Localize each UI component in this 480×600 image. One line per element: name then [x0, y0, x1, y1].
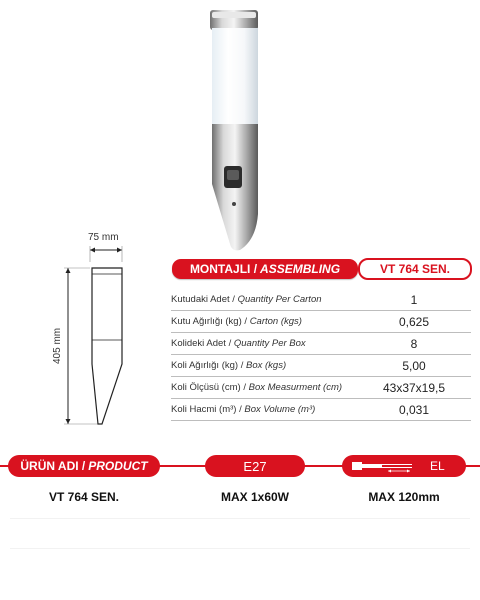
cable-header	[342, 455, 466, 477]
table-row	[171, 399, 471, 421]
spec-label: Koli Hacmi (m³) / Box Volume (m³)	[171, 404, 316, 415]
product-photo	[190, 4, 300, 254]
cable-icon	[352, 459, 416, 473]
max-cable-length: MAX 120mm	[368, 490, 440, 504]
faint-divider	[10, 518, 470, 519]
spec-value: 0,625	[398, 314, 430, 329]
spec-value: 43x37x19,5	[382, 380, 446, 395]
max-power: MAX 1x60W	[220, 490, 290, 504]
height-label: 405 mm	[52, 327, 63, 364]
table-row	[171, 289, 471, 311]
assembling-label-en: ASSEMBLING	[260, 262, 341, 276]
spec-value: 8	[410, 336, 418, 351]
assembling-header	[172, 259, 358, 279]
product-label-tr: ÜRÜN ADI /	[20, 459, 86, 473]
spec-label: Kutudaki Adet / Quantity Per Carton	[171, 294, 322, 305]
socket-header	[205, 455, 305, 477]
assembling-label-tr: MONTAJLI /	[189, 262, 258, 276]
spec-label: Kutu Ağırlığı (kg) / Carton (kgs)	[171, 316, 302, 327]
width-label: 75 mm	[88, 232, 119, 243]
cable-label: EL	[430, 459, 445, 473]
table-row	[171, 333, 471, 355]
model-code-badge	[358, 258, 472, 280]
faint-divider	[10, 548, 470, 549]
socket-label: E27	[243, 458, 267, 474]
spec-value: 5,00	[402, 358, 426, 373]
product-name: VT 764 SEN.	[48, 490, 120, 504]
table-row	[171, 311, 471, 333]
table-row	[171, 377, 471, 399]
spec-label: Koli Ağırlığı (kg) / Box (kgs)	[171, 360, 287, 371]
model-code: VT 764 SEN.	[379, 262, 451, 276]
product-name-header	[8, 455, 160, 477]
spec-label: Kolideki Adet / Quantity Per Box	[171, 338, 306, 349]
spec-label: Koli Ölçüsü (cm) / Box Measurment (cm)	[171, 382, 343, 393]
spec-value: 1	[410, 292, 418, 307]
bottom-strip	[0, 451, 480, 481]
table-row	[171, 355, 471, 377]
spec-value: 0,031	[398, 402, 430, 417]
specs-table	[171, 289, 471, 421]
product-label-en: PRODUCT	[88, 459, 148, 473]
dimension-drawing	[40, 228, 150, 428]
